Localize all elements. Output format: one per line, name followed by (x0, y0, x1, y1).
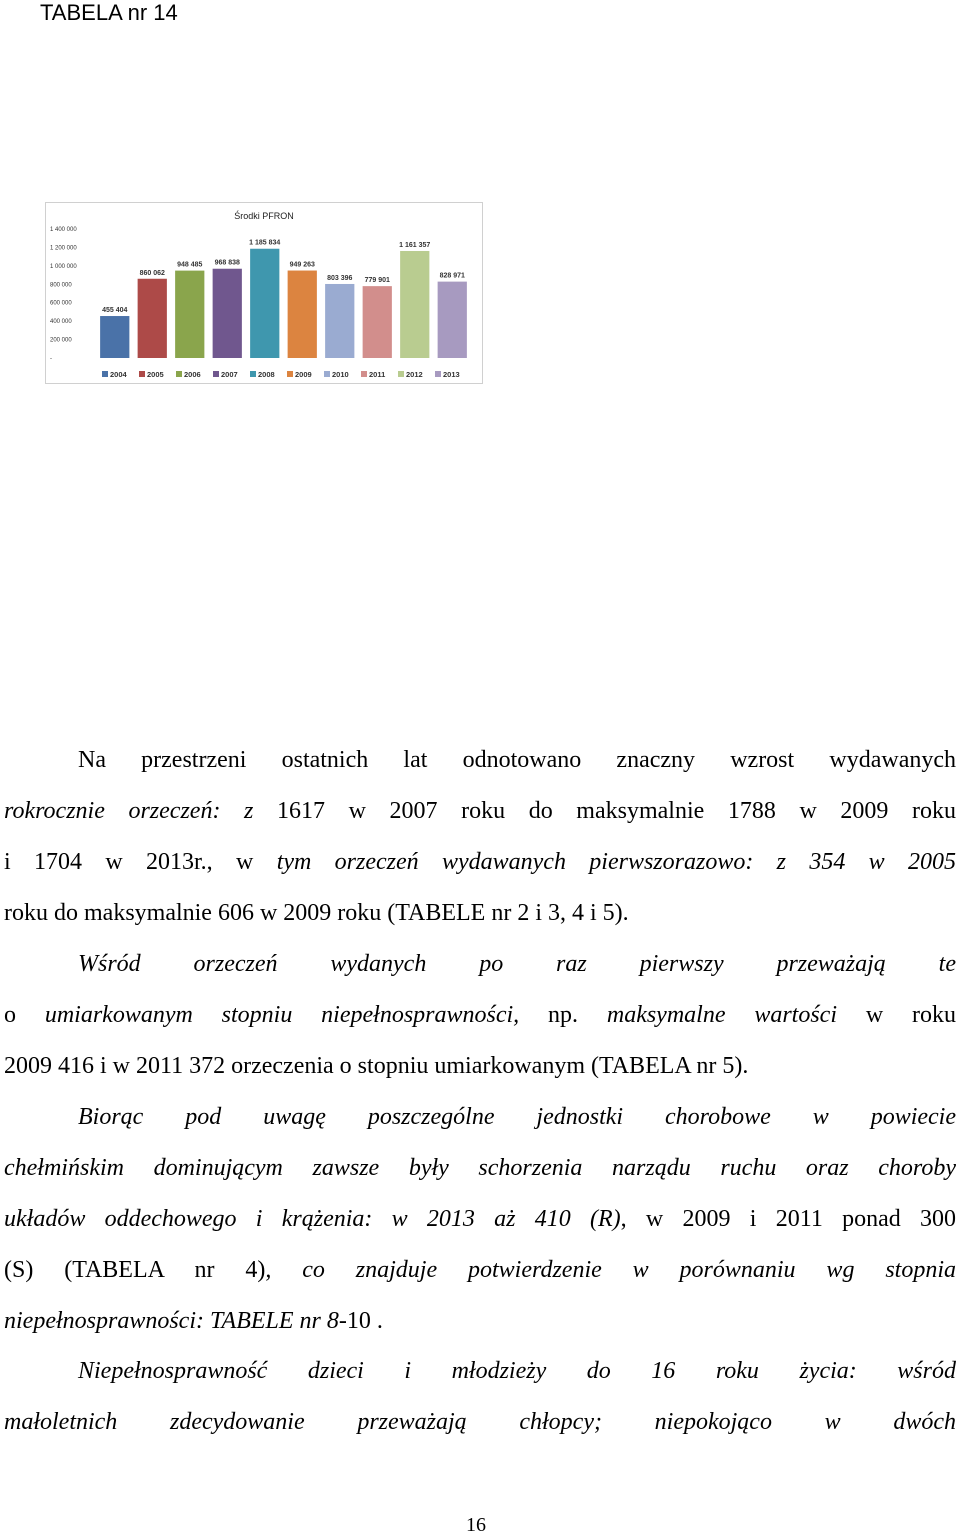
p3-line-4-text: (S) (TABELA nr 4) (4, 1257, 266, 1283)
y-tick-label: - (50, 356, 52, 362)
data-label-2004: 455 404 (102, 307, 128, 315)
p2-line-2-c: np. (519, 1002, 607, 1028)
p2-line-2-e: w roku (837, 1002, 956, 1028)
bar-2006 (175, 271, 204, 358)
p2-line-2-b: umiarkowanym stopniu niepełnosprawności, (44, 1002, 520, 1028)
table-heading: TABELA nr 14 (40, 0, 178, 25)
p3-line-1 (4, 1092, 956, 1143)
y-tick-label: 1 200 000 (50, 245, 77, 252)
legend-swatch-2006 (176, 371, 182, 377)
data-label-2013: 828 971 (439, 272, 465, 280)
p4-line-2-italic: małoletnich zdecydowanie przeważają chłopcy; niepokojąco w dwóch (4, 1409, 956, 1435)
p1-line-2-italic: rokrocznie orzeczeń: z (4, 798, 277, 824)
bar-2009 (288, 271, 317, 358)
p3-line-3 (4, 1194, 956, 1245)
p2-line-1 (4, 939, 956, 990)
legend-label-2007: 2007 (221, 370, 238, 379)
p1-line-3-text: i 1704 w 2013r., w (4, 849, 277, 875)
p1-line-4: roku do maksymalnie 606 w 2009 roku (TABELE nr 2 i 3, 4 i 5). (4, 900, 629, 926)
pfron-bar-chart (45, 202, 483, 384)
y-tick-label: 400 000 (50, 319, 72, 326)
p3-line-2 (4, 1143, 956, 1194)
p4-line-1 (4, 1346, 956, 1397)
p3-line-5-text: -10 . (338, 1308, 383, 1334)
legend-label-2010: 2010 (332, 370, 349, 379)
p2-line-2-a: o (4, 1002, 45, 1028)
legend-swatch-2013 (435, 371, 441, 377)
page-number: 16 (466, 1514, 486, 1536)
p1-line-2 (4, 786, 956, 837)
p2-line-3: 2009 416 i w 2011 372 orzeczenia o stopniu umiarkowanym (TABELA nr 5). (4, 1053, 749, 1079)
legend-swatch-2011 (361, 371, 367, 377)
legend-swatch-2005 (139, 371, 145, 377)
p3-line-1-italic: Biorąc pod uwagę poszczególne jednostki chorobowe w powiecie (78, 1104, 956, 1130)
p3-line-2-italic: chełmińskim dominującym zawsze były schorzenia narządu ruchu oraz choroby (4, 1155, 956, 1181)
p4-line-1-italic: Niepełnosprawność dzieci i młodzieży do 16 roku życia: wśród (78, 1358, 956, 1384)
legend-label-2011: 2011 (369, 370, 386, 379)
data-label-2005: 860 062 (139, 269, 165, 277)
paragraph-3 (4, 1092, 956, 1347)
data-label-2009: 949 263 (289, 261, 315, 269)
legend-label-2005: 2005 (147, 370, 164, 379)
data-label-2010: 803 396 (327, 274, 353, 282)
p3-line-3-text: , w 2009 i 2011 ponad 300 (620, 1206, 956, 1232)
bar-2008 (250, 249, 279, 358)
legend-label-2004: 2004 (110, 370, 127, 379)
y-tick-label: 1 000 000 (50, 263, 77, 270)
p2-line-2 (4, 990, 956, 1041)
chart-title: Środki PFRON (234, 211, 294, 221)
p1-line-3-italic: tym orzeczeń wydawanych pierwszorazowo: z 354 w 2005 (276, 849, 956, 875)
data-label-2007: 968 838 (214, 259, 240, 267)
bar-2010 (325, 284, 354, 358)
data-label-2008: 1 185 834 (249, 239, 281, 247)
legend-swatch-2004 (102, 371, 108, 377)
legend-label-2012: 2012 (406, 370, 423, 379)
p1-line-1: Na przestrzeni ostatnich lat odnotowano znaczny wzrost wydawanych (78, 747, 956, 773)
bar-2012 (400, 251, 429, 358)
paragraph-2 (4, 939, 956, 1092)
legend-swatch-2009 (287, 371, 293, 377)
bar-2013 (438, 282, 467, 358)
bar-2004 (100, 316, 129, 358)
chart-svg (46, 203, 482, 383)
legend-swatch-2012 (398, 371, 404, 377)
y-tick-label: 200 000 (50, 337, 72, 344)
p3-line-5 (4, 1296, 956, 1347)
bar-2005 (138, 279, 167, 358)
legend-label-2008: 2008 (258, 370, 275, 379)
y-tick-label: 600 000 (50, 300, 72, 307)
legend-swatch-2010 (324, 371, 330, 377)
paragraph-4 (4, 1346, 956, 1448)
p3-line-4-italic: , co znajduje potwierdzenie w porównaniu wg stopnia (265, 1257, 956, 1283)
y-tick-label: 800 000 (50, 282, 72, 289)
bar-2011 (363, 286, 392, 358)
y-tick-label: 1 400 000 (50, 227, 77, 233)
p3-line-5-italic: niepełnosprawności: TABELE nr 8 (4, 1308, 339, 1334)
p1-line-3 (4, 837, 956, 888)
p3-line-3-italic: układów oddechowego i krążenia: w 2013 aż 410 (R) (4, 1206, 621, 1232)
p1-line-2-text: 1617 w 2007 roku do maksymalnie 1788 w 2009 roku (276, 798, 956, 824)
paragraph-1 (4, 735, 956, 939)
p4-line-2 (4, 1397, 956, 1448)
data-label-2012: 1 161 357 (399, 241, 431, 249)
bar-2007 (213, 269, 242, 358)
legend-swatch-2007 (213, 371, 219, 377)
p2-line-2-d: maksymalne wartości (606, 1002, 838, 1028)
data-label-2011: 779 901 (364, 277, 390, 285)
legend-swatch-2008 (250, 371, 256, 377)
p2-line-1-italic: Wśród orzeczeń wydanych po raz pierwszy przeważają te (78, 951, 956, 977)
p3-line-4 (4, 1245, 956, 1296)
legend-label-2009: 2009 (295, 370, 312, 379)
data-label-2006: 948 485 (177, 261, 203, 269)
legend-label-2006: 2006 (184, 370, 201, 379)
legend-label-2013: 2013 (443, 370, 460, 379)
